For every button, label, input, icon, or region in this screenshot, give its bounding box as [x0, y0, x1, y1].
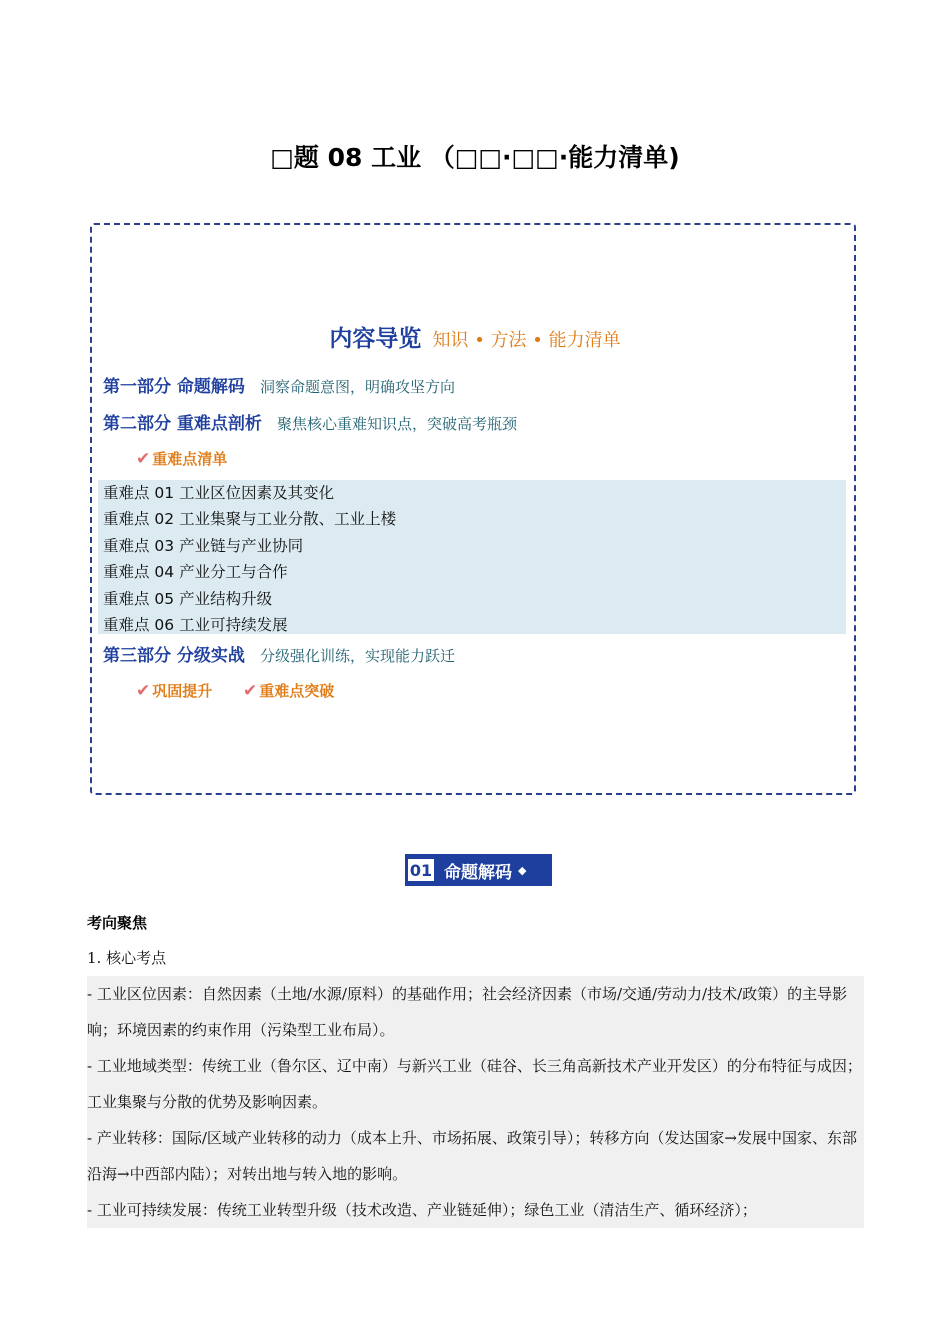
- content-paragraph: - 工业可持续发展：传统工业转型升级（技术改造、产业链延伸）；绿色工业（清洁生产、循环经济）；: [87, 1201, 757, 1219]
- part-2-title: 第二部分 重难点剖析: [103, 414, 262, 434]
- section-subheading: 1. 核心考点: [87, 949, 167, 967]
- guide-heading: [0, 320, 950, 353]
- key-point-item: 重难点 03 产业链与产业协同: [103, 536, 304, 555]
- part-3-line: [103, 641, 455, 666]
- key-point-item: 重难点 04 产业分工与合作: [103, 563, 288, 582]
- check-icon: ✔: [136, 681, 151, 701]
- badge-label: 命题解码: [444, 862, 512, 883]
- part-1-title: 第一部分 命题解码: [103, 377, 245, 397]
- core-points-content: [87, 976, 864, 1228]
- part-3-check-1: [136, 680, 212, 701]
- key-point-item: 重难点 02 工业集聚与工业分散、工业上楼: [103, 510, 397, 529]
- part-2-desc: 聚焦核心重难知识点，突破高考瓶颈: [277, 415, 518, 433]
- part-3-title: 第三部分 分级实战: [103, 646, 245, 666]
- part-3-desc: 分级强化训练，实现能力跃迁: [260, 647, 456, 665]
- part-2-check-label: 重难点清单: [152, 450, 228, 468]
- check-icon: ✔: [136, 449, 151, 469]
- section-badge: [405, 854, 552, 886]
- check-icon: ✔: [243, 681, 258, 701]
- diamond-icon: ◆: [518, 863, 527, 877]
- part-2-line: [103, 409, 517, 434]
- page-title: □题 08 工业 （□□·□□·能力清单): [270, 143, 680, 172]
- part-3-check-label: 重难点突破: [259, 682, 335, 700]
- content-paragraph: - 工业区位因素：自然因素（土地/水源/原料）的基础作用；社会经济因素（市场/交通/劳动力/技术/政策）的主导影响；环境因素的约束作用（污染型工业布局）。: [87, 985, 848, 1039]
- section-heading: 考向聚焦: [87, 914, 148, 932]
- content-paragraph: - 产业转移：国际/区域产业转移的动力（成本上升、市场拓展、政策引导）；转移方向（发达国家→发展中国家、东部沿海→中西部内陆）；对转出地与转入地的影响。: [87, 1129, 857, 1183]
- content-paragraph: - 工业地域类型：传统工业（鲁尔区、辽中南）与新兴工业（硅谷、长三角高新技术产业开发区）的分布特征与成因；工业集聚与分散的优势及影响因素。: [87, 1057, 862, 1111]
- guide-heading-main: 内容导览: [329, 326, 422, 352]
- key-point-item: 重难点 05 产业结构升级: [103, 589, 273, 608]
- part-1-line: [103, 372, 455, 397]
- key-points-list: [98, 480, 846, 634]
- badge-number: 01: [409, 860, 433, 880]
- key-point-item: 重难点 06 工业可持续发展: [103, 615, 288, 634]
- part-3-check-label: 巩固提升: [152, 682, 213, 700]
- part-3-check-2: [243, 680, 334, 701]
- part-2-check: [136, 448, 227, 469]
- guide-heading-sub: 知识 • 方法 • 能力清单: [432, 330, 621, 351]
- key-point-item: 重难点 01 工业区位因素及其变化: [103, 484, 335, 502]
- part-1-desc: 洞察命题意图，明确攻坚方向: [260, 378, 456, 396]
